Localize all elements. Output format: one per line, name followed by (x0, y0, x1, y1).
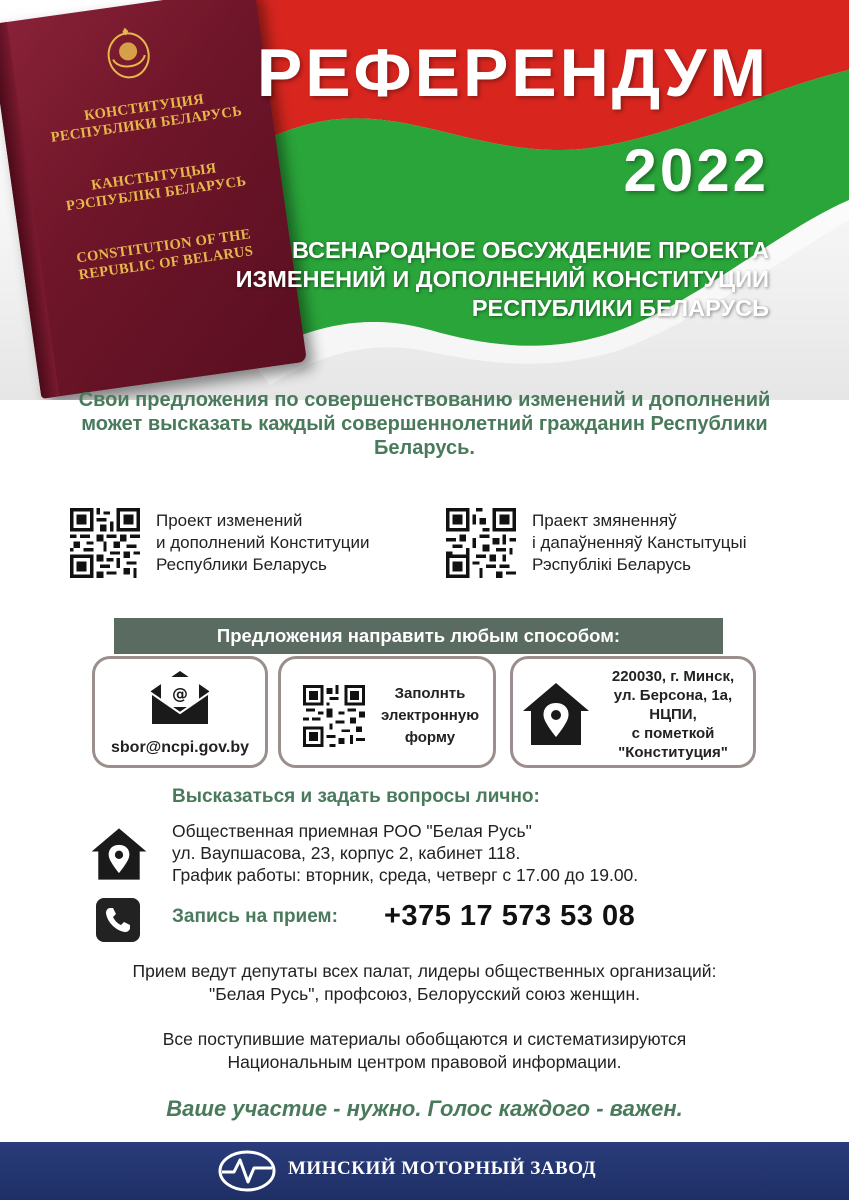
phone-icon (96, 898, 140, 942)
page-year: 2022 (623, 137, 769, 204)
appointment-label: Запись на прием: (172, 906, 338, 927)
qr-code-icon[interactable] (70, 508, 140, 578)
email-address[interactable]: sbor@ncpi.gov.by (111, 739, 249, 756)
svg-text:@: @ (172, 684, 188, 703)
company-name: МИНСКИЙ МОТОРНЫЙ ЗАВОД (288, 1158, 597, 1179)
envelope-icon (147, 669, 213, 727)
submit-methods-banner: Предложения направить любым способом: (114, 618, 723, 654)
book-title-by: КАНСТЫТУЦЫЯ РЭСПУБЛIКI БЕЛАРУСЬ (65, 160, 248, 215)
email-card[interactable] (92, 656, 268, 768)
mail-address-card (510, 656, 756, 768)
qr-link-by-text: Праект змяненняў i дапаўненняў Канстытуцыi Рэспублiкi Беларусь (532, 511, 747, 574)
footer (0, 1142, 849, 1200)
company-logo-icon (218, 1150, 276, 1192)
page-subtitle: ВСЕНАРОДНОЕ ОБСУЖДЕНИЕ ПРОЕКТА ИЗМЕНЕНИЙ И ДОПОЛНЕНИЙ КОНСТИТУЦИИ РЕСПУБЛИКИ БЕЛАРУСЬ (235, 237, 769, 321)
reception-note: Прием ведут депутаты всех палат, лидеры общественных организаций: "Белая Русь", профсоюз, Белорусский союз женщин. (132, 961, 717, 1004)
reception-office-info: Общественная приемная РОО "Белая Русь" ул. Ваупшасова, 23, корпус 2, кабинет 118. График работы: вторник, среда, четверг с 17.00 до 19.00. (172, 821, 639, 885)
lead-text: Свои предложения по совершенствованию изменений и дополнений может высказать каждый совершеннолетний гражданин Республики Беларусь. (78, 389, 771, 459)
qr-link-ru-text: Проект изменений и дополнений Конституции Республики Беларусь (156, 511, 370, 574)
materials-note: Все поступившие материалы обобщаются и систематизируются Национальным центром правовой информации. (162, 1029, 687, 1072)
slogan: Ваше участие - нужно. Голос каждого - важен. (166, 1096, 683, 1121)
house-location-icon (521, 681, 591, 747)
book-title-en: CONSTITUTION OF THE REPUBLIC OF BELARUS (75, 226, 255, 284)
phone-number[interactable]: +375 17 573 53 08 (384, 900, 636, 932)
page-title: РЕФЕРЕНДУМ (256, 35, 769, 111)
online-form-card[interactable] (278, 656, 496, 768)
emblem-icon (101, 24, 156, 82)
house-location-icon (90, 826, 148, 882)
mail-address: 220030, г. Минск, ул. Берсона, 1а, НЦПИ, с пометкой "Конституция" (611, 668, 735, 761)
personal-visit-heading: Высказаться и задать вопросы лично: (172, 786, 540, 807)
book-title-ru: КОНСТИТУЦИЯ РЕСПУБЛИКИ БЕЛАРУСЬ (49, 91, 244, 146)
qr-code-icon[interactable] (446, 508, 516, 578)
hero-section (0, 0, 849, 400)
online-form-label[interactable]: Заполнть электронную форму (380, 685, 480, 746)
qr-code-icon[interactable] (303, 685, 365, 747)
